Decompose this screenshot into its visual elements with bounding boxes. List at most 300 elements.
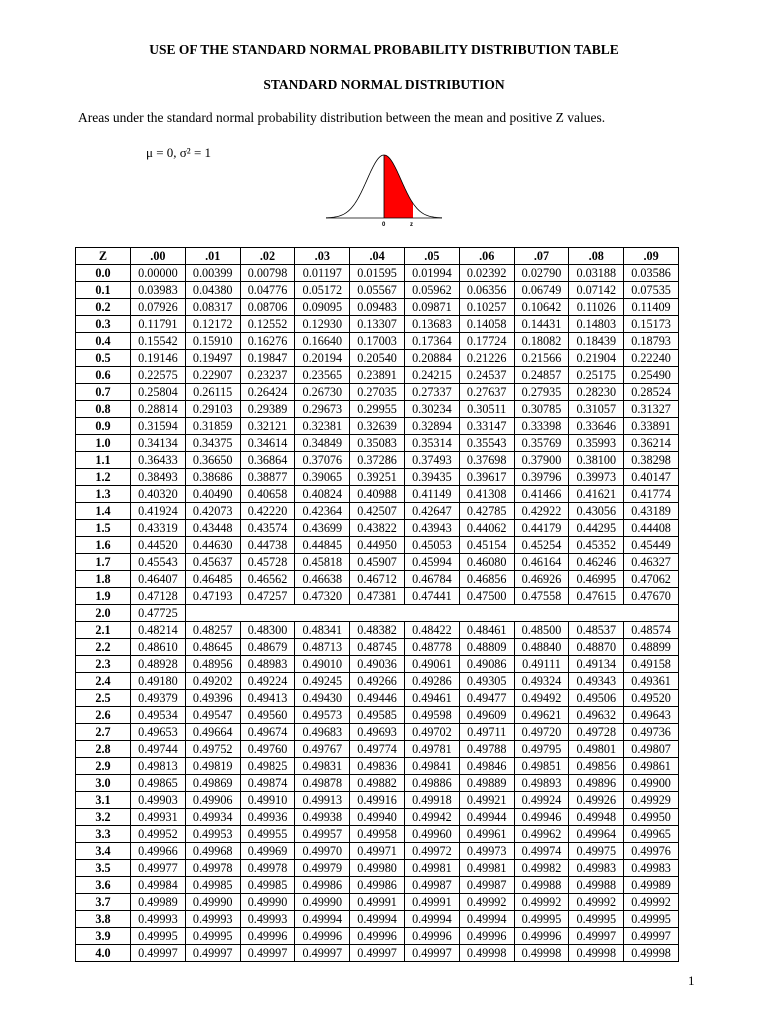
- probability-cell: 0.21226: [459, 350, 514, 367]
- z-value-cell: 3.9: [76, 928, 131, 945]
- z-value-cell: 3.3: [76, 826, 131, 843]
- probability-cell: 0.46926: [514, 571, 569, 588]
- probability-cell: 0.11791: [131, 316, 186, 333]
- probability-cell: 0.04776: [240, 282, 295, 299]
- probability-cell: 0.44408: [624, 520, 679, 537]
- probability-cell: 0.29955: [350, 401, 405, 418]
- probability-cell: 0.35993: [569, 435, 624, 452]
- probability-cell: 0.49736: [624, 724, 679, 741]
- probability-cell: 0.49983: [624, 860, 679, 877]
- probability-cell: 0.49957: [295, 826, 350, 843]
- probability-cell: 0.49396: [185, 690, 240, 707]
- probability-cell: 0.49609: [459, 707, 514, 724]
- probability-cell: 0.49996: [350, 928, 405, 945]
- table-row: [76, 418, 679, 435]
- probability-cell: 0.19847: [240, 350, 295, 367]
- probability-cell: 0.43056: [569, 503, 624, 520]
- probability-cell: 0.49988: [514, 877, 569, 894]
- probability-cell: 0.48574: [624, 622, 679, 639]
- intro-text: Areas under the standard normal probability distribution between the mean and positive Z values.: [78, 110, 606, 125]
- table-row: [76, 503, 679, 520]
- probability-cell: 0.49807: [624, 741, 679, 758]
- probability-cell: 0.26424: [240, 384, 295, 401]
- probability-cell: 0.42922: [514, 503, 569, 520]
- probability-cell: 0.43189: [624, 503, 679, 520]
- probability-cell: 0.49994: [404, 911, 459, 928]
- probability-cell: 0.01197: [295, 265, 350, 282]
- probability-cell: 0.49942: [404, 809, 459, 826]
- probability-cell: 0.49992: [569, 894, 624, 911]
- z-value-cell: 1.4: [76, 503, 131, 520]
- probability-cell: 0.49931: [131, 809, 186, 826]
- table-row: [76, 656, 679, 673]
- probability-cell: 0.49985: [240, 877, 295, 894]
- probability-cell: 0.49977: [131, 860, 186, 877]
- probability-cell: 0.41466: [514, 486, 569, 503]
- probability-cell: 0.49886: [404, 775, 459, 792]
- table-header-row: [76, 248, 679, 265]
- z-value-cell: 0.9: [76, 418, 131, 435]
- probability-cell: 0.49992: [514, 894, 569, 911]
- probability-cell: 0.00000: [131, 265, 186, 282]
- probability-cell: 0.49960: [404, 826, 459, 843]
- probability-cell: 0.03188: [569, 265, 624, 282]
- probability-cell: 0.49994: [350, 911, 405, 928]
- probability-cell: 0.49996: [514, 928, 569, 945]
- z-value-cell: 3.1: [76, 792, 131, 809]
- probability-cell: 0.49841: [404, 758, 459, 775]
- probability-cell: 0.41149: [404, 486, 459, 503]
- probability-cell: 0.49831: [295, 758, 350, 775]
- table-row: [76, 469, 679, 486]
- probability-cell: 0.49992: [459, 894, 514, 911]
- probability-cell: 0.42364: [295, 503, 350, 520]
- z-value-cell: 2.1: [76, 622, 131, 639]
- probability-cell: 0.36864: [240, 452, 295, 469]
- probability-cell: 0.37698: [459, 452, 514, 469]
- probability-cell: 0.07926: [131, 299, 186, 316]
- z-value-cell: 0.1: [76, 282, 131, 299]
- table-row: [76, 452, 679, 469]
- probability-cell: 0.23237: [240, 367, 295, 384]
- probability-cell: 0.20540: [350, 350, 405, 367]
- probability-cell: 0.49973: [459, 843, 514, 860]
- probability-cell: 0.49324: [514, 673, 569, 690]
- probability-cell: 0.48382: [350, 622, 405, 639]
- z-value-cell: 2.2: [76, 639, 131, 656]
- probability-cell: 0.49910: [240, 792, 295, 809]
- probability-cell: 0.47500: [459, 588, 514, 605]
- probability-cell: 0.49996: [404, 928, 459, 945]
- empty-cell: [295, 605, 350, 622]
- probability-cell: 0.49846: [459, 758, 514, 775]
- empty-cell: [624, 605, 679, 622]
- probability-cell: 0.44179: [514, 520, 569, 537]
- probability-cell: 0.49158: [624, 656, 679, 673]
- probability-cell: 0.47670: [624, 588, 679, 605]
- probability-cell: 0.45543: [131, 554, 186, 571]
- empty-cell: [185, 605, 240, 622]
- probability-cell: 0.49711: [459, 724, 514, 741]
- probability-cell: 0.48537: [569, 622, 624, 639]
- probability-cell: 0.47725: [131, 605, 186, 622]
- probability-cell: 0.34375: [185, 435, 240, 452]
- table-row: [76, 928, 679, 945]
- probability-cell: 0.47615: [569, 588, 624, 605]
- probability-cell: 0.49953: [185, 826, 240, 843]
- probability-cell: 0.49361: [624, 673, 679, 690]
- probability-cell: 0.14431: [514, 316, 569, 333]
- probability-cell: 0.37286: [350, 452, 405, 469]
- probability-cell: 0.37493: [404, 452, 459, 469]
- probability-cell: 0.49948: [569, 809, 624, 826]
- probability-cell: 0.49938: [295, 809, 350, 826]
- z-value-cell: 1.5: [76, 520, 131, 537]
- probability-cell: 0.12930: [295, 316, 350, 333]
- z-value-cell: 2.7: [76, 724, 131, 741]
- probability-cell: 0.02790: [514, 265, 569, 282]
- probability-cell: 0.30511: [459, 401, 514, 418]
- probability-cell: 0.49702: [404, 724, 459, 741]
- probability-cell: 0.49825: [240, 758, 295, 775]
- probability-cell: 0.49728: [569, 724, 624, 741]
- z-value-cell: 2.5: [76, 690, 131, 707]
- probability-cell: 0.49991: [350, 894, 405, 911]
- probability-cell: 0.38877: [240, 469, 295, 486]
- probability-cell: 0.17724: [459, 333, 514, 350]
- z-value-cell: 1.8: [76, 571, 131, 588]
- probability-cell: 0.49996: [240, 928, 295, 945]
- probability-cell: 0.09871: [404, 299, 459, 316]
- z-value-cell: 1.7: [76, 554, 131, 571]
- probability-cell: 0.37076: [295, 452, 350, 469]
- probability-cell: 0.49998: [624, 945, 679, 962]
- probability-cell: 0.49968: [185, 843, 240, 860]
- probability-cell: 0.38298: [624, 452, 679, 469]
- probability-cell: 0.35769: [514, 435, 569, 452]
- probability-cell: 0.49111: [514, 656, 569, 673]
- probability-cell: 0.49774: [350, 741, 405, 758]
- probability-cell: 0.48745: [350, 639, 405, 656]
- probability-cell: 0.49683: [295, 724, 350, 741]
- probability-cell: 0.13683: [404, 316, 459, 333]
- table-row: [76, 333, 679, 350]
- probability-cell: 0.48610: [131, 639, 186, 656]
- probability-cell: 0.49989: [624, 877, 679, 894]
- probability-cell: 0.49961: [459, 826, 514, 843]
- probability-cell: 0.46995: [569, 571, 624, 588]
- probability-cell: 0.48300: [240, 622, 295, 639]
- probability-cell: 0.49981: [404, 860, 459, 877]
- column-header: .01: [185, 248, 240, 265]
- probability-cell: 0.49061: [404, 656, 459, 673]
- z-value-cell: 3.6: [76, 877, 131, 894]
- probability-cell: 0.42507: [350, 503, 405, 520]
- probability-cell: 0.27637: [459, 384, 514, 401]
- column-header: .09: [624, 248, 679, 265]
- probability-cell: 0.30785: [514, 401, 569, 418]
- probability-cell: 0.49916: [350, 792, 405, 809]
- table-row: [76, 588, 679, 605]
- probability-cell: 0.49929: [624, 792, 679, 809]
- probability-cell: 0.04380: [185, 282, 240, 299]
- probability-cell: 0.48341: [295, 622, 350, 639]
- probability-cell: 0.41924: [131, 503, 186, 520]
- probability-cell: 0.45637: [185, 554, 240, 571]
- probability-cell: 0.48422: [404, 622, 459, 639]
- probability-cell: 0.49971: [350, 843, 405, 860]
- probability-cell: 0.48778: [404, 639, 459, 656]
- probability-cell: 0.48645: [185, 639, 240, 656]
- probability-cell: 0.18082: [514, 333, 569, 350]
- probability-cell: 0.49851: [514, 758, 569, 775]
- probability-cell: 0.49997: [185, 945, 240, 962]
- probability-cell: 0.28230: [569, 384, 624, 401]
- probability-cell: 0.36650: [185, 452, 240, 469]
- table-row: [76, 724, 679, 741]
- z-value-cell: 2.4: [76, 673, 131, 690]
- probability-cell: 0.20194: [295, 350, 350, 367]
- probability-cell: 0.23565: [295, 367, 350, 384]
- probability-cell: 0.44630: [185, 537, 240, 554]
- probability-cell: 0.40320: [131, 486, 186, 503]
- probability-cell: 0.45907: [350, 554, 405, 571]
- probability-cell: 0.49936: [240, 809, 295, 826]
- probability-cell: 0.34849: [295, 435, 350, 452]
- probability-cell: 0.24537: [459, 367, 514, 384]
- probability-cell: 0.46246: [569, 554, 624, 571]
- probability-cell: 0.49978: [185, 860, 240, 877]
- probability-cell: 0.43448: [185, 520, 240, 537]
- probability-cell: 0.49767: [295, 741, 350, 758]
- probability-cell: 0.43319: [131, 520, 186, 537]
- probability-cell: 0.49921: [459, 792, 514, 809]
- probability-cell: 0.49990: [185, 894, 240, 911]
- probability-cell: 0.16276: [240, 333, 295, 350]
- table-row: [76, 520, 679, 537]
- table-row: [76, 843, 679, 860]
- probability-cell: 0.49819: [185, 758, 240, 775]
- probability-cell: 0.49446: [350, 690, 405, 707]
- document-title: USE OF THE STANDARD NORMAL PROBABILITY DISTRIBUTION TABLE: [149, 42, 619, 57]
- probability-cell: 0.49997: [240, 945, 295, 962]
- probability-cell: 0.19146: [131, 350, 186, 367]
- probability-cell: 0.28814: [131, 401, 186, 418]
- probability-cell: 0.49865: [131, 775, 186, 792]
- probability-cell: 0.32894: [404, 418, 459, 435]
- column-header: .08: [569, 248, 624, 265]
- table-row: [76, 316, 679, 333]
- probability-cell: 0.43822: [350, 520, 405, 537]
- probability-cell: 0.49286: [404, 673, 459, 690]
- probability-cell: 0.49674: [240, 724, 295, 741]
- z-value-cell: 3.5: [76, 860, 131, 877]
- table-row: [76, 384, 679, 401]
- probability-cell: 0.49993: [240, 911, 295, 928]
- table-row: [76, 435, 679, 452]
- probability-cell: 0.43699: [295, 520, 350, 537]
- probability-cell: 0.49202: [185, 673, 240, 690]
- probability-cell: 0.45352: [569, 537, 624, 554]
- z-value-cell: 0.0: [76, 265, 131, 282]
- probability-cell: 0.24215: [404, 367, 459, 384]
- z-value-cell: 0.2: [76, 299, 131, 316]
- probability-cell: 0.34614: [240, 435, 295, 452]
- probability-cell: 0.49643: [624, 707, 679, 724]
- probability-cell: 0.49984: [131, 877, 186, 894]
- empty-cell: [404, 605, 459, 622]
- probability-cell: 0.26730: [295, 384, 350, 401]
- probability-cell: 0.22240: [624, 350, 679, 367]
- probability-cell: 0.49801: [569, 741, 624, 758]
- probability-cell: 0.08706: [240, 299, 295, 316]
- probability-cell: 0.47320: [295, 588, 350, 605]
- probability-cell: 0.49180: [131, 673, 186, 690]
- z-value-cell: 3.0: [76, 775, 131, 792]
- probability-cell: 0.47441: [404, 588, 459, 605]
- probability-cell: 0.21566: [514, 350, 569, 367]
- table-row: [76, 367, 679, 384]
- probability-cell: 0.49995: [131, 928, 186, 945]
- probability-cell: 0.49924: [514, 792, 569, 809]
- probability-cell: 0.49869: [185, 775, 240, 792]
- probability-cell: 0.05567: [350, 282, 405, 299]
- probability-cell: 0.40658: [240, 486, 295, 503]
- probability-cell: 0.25804: [131, 384, 186, 401]
- probability-cell: 0.45254: [514, 537, 569, 554]
- probability-cell: 0.32381: [295, 418, 350, 435]
- probability-cell: 0.49621: [514, 707, 569, 724]
- probability-cell: 0.39251: [350, 469, 405, 486]
- probability-cell: 0.49965: [624, 826, 679, 843]
- table-row: [76, 350, 679, 367]
- table-row: [76, 860, 679, 877]
- probability-cell: 0.49795: [514, 741, 569, 758]
- probability-cell: 0.49560: [240, 707, 295, 724]
- probability-cell: 0.19497: [185, 350, 240, 367]
- probability-cell: 0.49958: [350, 826, 405, 843]
- probability-cell: 0.49970: [295, 843, 350, 860]
- probability-cell: 0.49134: [569, 656, 624, 673]
- probability-cell: 0.49986: [295, 877, 350, 894]
- probability-cell: 0.48928: [131, 656, 186, 673]
- probability-cell: 0.29103: [185, 401, 240, 418]
- z-value-cell: 0.7: [76, 384, 131, 401]
- column-header: .03: [295, 248, 350, 265]
- probability-cell: 0.18793: [624, 333, 679, 350]
- probability-cell: 0.23891: [350, 367, 405, 384]
- probability-cell: 0.28524: [624, 384, 679, 401]
- probability-cell: 0.05962: [404, 282, 459, 299]
- probability-cell: 0.46080: [459, 554, 514, 571]
- probability-cell: 0.15910: [185, 333, 240, 350]
- probability-cell: 0.49653: [131, 724, 186, 741]
- page-number: 1: [688, 973, 695, 988]
- probability-cell: 0.22575: [131, 367, 186, 384]
- probability-cell: 0.47558: [514, 588, 569, 605]
- probability-cell: 0.49990: [240, 894, 295, 911]
- table-row: [76, 605, 679, 622]
- probability-cell: 0.45994: [404, 554, 459, 571]
- probability-cell: 0.29389: [240, 401, 295, 418]
- probability-cell: 0.49983: [569, 860, 624, 877]
- probability-cell: 0.49585: [350, 707, 405, 724]
- probability-cell: 0.31594: [131, 418, 186, 435]
- empty-cell: [514, 605, 569, 622]
- probability-cell: 0.46562: [240, 571, 295, 588]
- probability-cell: 0.49836: [350, 758, 405, 775]
- probability-cell: 0.49305: [459, 673, 514, 690]
- probability-cell: 0.39065: [295, 469, 350, 486]
- probability-cell: 0.49972: [404, 843, 459, 860]
- probability-cell: 0.06749: [514, 282, 569, 299]
- probability-cell: 0.49760: [240, 741, 295, 758]
- probability-cell: 0.24857: [514, 367, 569, 384]
- table-row: [76, 282, 679, 299]
- z-value-cell: 1.0: [76, 435, 131, 452]
- probability-cell: 0.46327: [624, 554, 679, 571]
- probability-cell: 0.00399: [185, 265, 240, 282]
- probability-cell: 0.49900: [624, 775, 679, 792]
- probability-cell: 0.16640: [295, 333, 350, 350]
- probability-cell: 0.42785: [459, 503, 514, 520]
- probability-cell: 0.44845: [295, 537, 350, 554]
- probability-cell: 0.27035: [350, 384, 405, 401]
- probability-cell: 0.48257: [185, 622, 240, 639]
- z-value-cell: 1.6: [76, 537, 131, 554]
- probability-cell: 0.49934: [185, 809, 240, 826]
- column-header: .04: [350, 248, 405, 265]
- probability-cell: 0.09483: [350, 299, 405, 316]
- table-row: [76, 741, 679, 758]
- probability-cell: 0.49520: [624, 690, 679, 707]
- probability-cell: 0.49991: [404, 894, 459, 911]
- z-value-cell: 2.3: [76, 656, 131, 673]
- probability-cell: 0.31859: [185, 418, 240, 435]
- probability-cell: 0.39617: [459, 469, 514, 486]
- probability-cell: 0.35543: [459, 435, 514, 452]
- probability-cell: 0.49988: [569, 877, 624, 894]
- probability-cell: 0.48840: [514, 639, 569, 656]
- probability-cell: 0.49906: [185, 792, 240, 809]
- probability-cell: 0.48214: [131, 622, 186, 639]
- probability-cell: 0.01994: [404, 265, 459, 282]
- probability-cell: 0.49987: [459, 877, 514, 894]
- z-value-cell: 1.1: [76, 452, 131, 469]
- probability-cell: 0.18439: [569, 333, 624, 350]
- probability-cell: 0.33398: [514, 418, 569, 435]
- table-row: [76, 265, 679, 282]
- empty-cell: [569, 605, 624, 622]
- probability-cell: 0.40147: [624, 469, 679, 486]
- table-row: [76, 673, 679, 690]
- probability-cell: 0.45154: [459, 537, 514, 554]
- probability-cell: 0.49981: [459, 860, 514, 877]
- probability-cell: 0.49903: [131, 792, 186, 809]
- probability-cell: 0.33646: [569, 418, 624, 435]
- probability-cell: 0.17003: [350, 333, 405, 350]
- probability-cell: 0.49944: [459, 809, 514, 826]
- probability-cell: 0.29673: [295, 401, 350, 418]
- probability-cell: 0.11409: [624, 299, 679, 316]
- probability-cell: 0.49744: [131, 741, 186, 758]
- table-row: [76, 554, 679, 571]
- probability-cell: 0.48461: [459, 622, 514, 639]
- mean-label: 0: [382, 222, 386, 228]
- probability-cell: 0.45053: [404, 537, 459, 554]
- probability-cell: 0.49969: [240, 843, 295, 860]
- z-value-cell: 3.7: [76, 894, 131, 911]
